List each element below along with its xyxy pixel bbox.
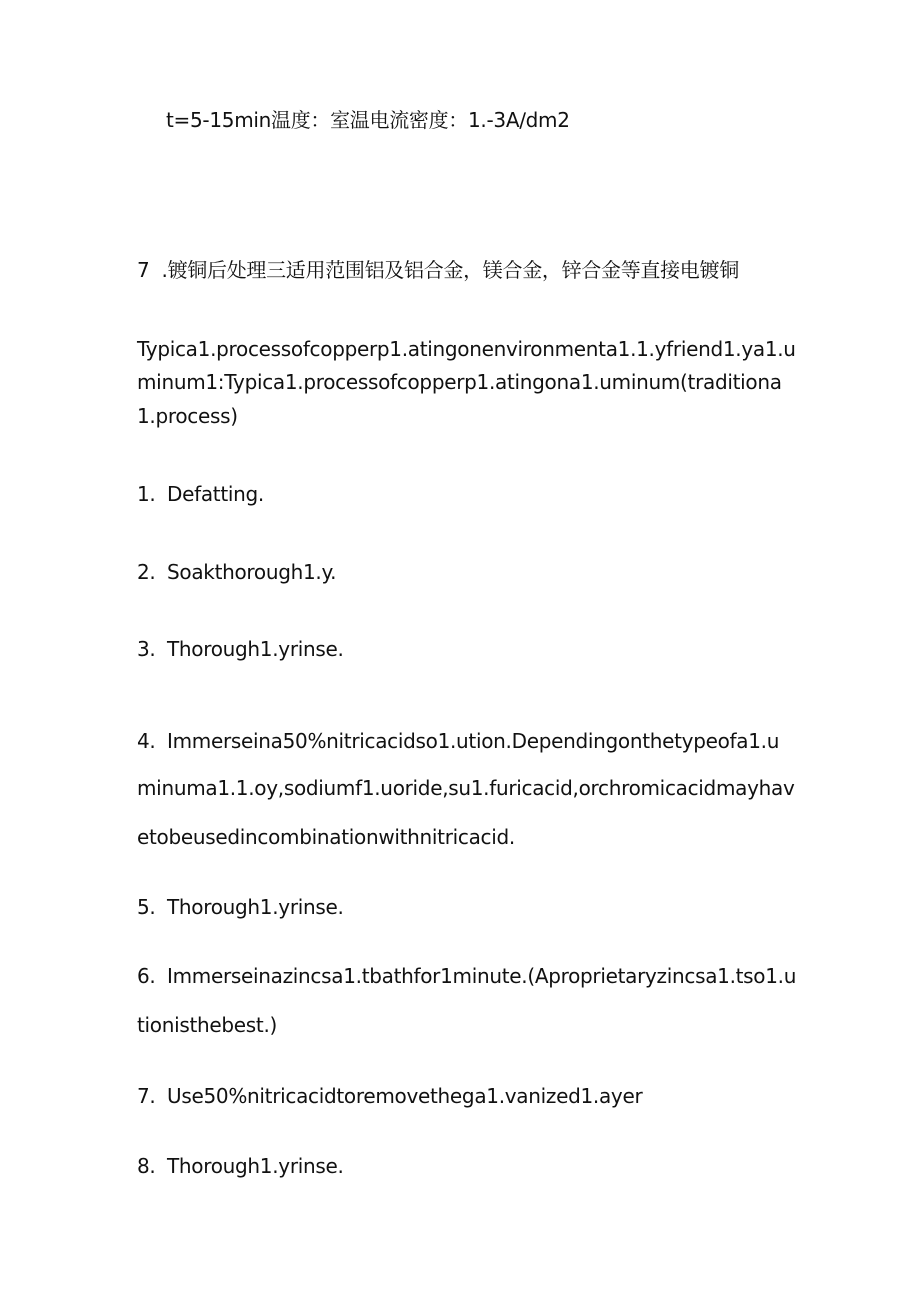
- list-item-text: Immerseinazincsa1.tbathfor1minute.(Aproprietaryzincsa1.tso1.u: [167, 964, 797, 988]
- intro-line: Typica1.processofcopperp1.atingonenvironmenta1.1.yfriend1.ya1.u: [137, 337, 796, 361]
- list-item: [137, 560, 336, 584]
- list-item-text: etobeusedincombinationwithnitricacid.: [137, 825, 515, 849]
- list-item-text: Thorough1.yrinse.: [167, 637, 344, 661]
- list-item-text: Immerseina50%nitricacidso1.ution.Dependingonthetypeofa1.u: [167, 729, 780, 753]
- list-item-number: 8.: [137, 1154, 156, 1178]
- list-item-text: Defatting.: [167, 482, 264, 506]
- list-item-text: Thorough1.yrinse.: [167, 895, 344, 919]
- list-item-number: 1.: [137, 482, 156, 506]
- list-item-text: Soakthorough1.y.: [167, 560, 337, 584]
- list-item-number: 6.: [137, 964, 156, 988]
- list-item: [137, 1084, 642, 1108]
- intro-line: 1.process): [137, 404, 238, 428]
- params-line: t=5-15min温度：室温电流密度：1.-3A∕dm2: [166, 108, 570, 132]
- list-item-number: 7.: [137, 1084, 156, 1108]
- intro-line: minum1:Typica1.processofcopperp1.atingona1.uminum(traditiona: [137, 370, 782, 394]
- list-item-number: 2.: [137, 560, 156, 584]
- list-item: [137, 637, 344, 661]
- list-item: [137, 482, 264, 506]
- section-heading: 7 .镀铜后处理三适用范围铝及铝合金，镁合金，锌合金等直接电镀铜: [137, 258, 739, 282]
- list-item-number: 5.: [137, 895, 156, 919]
- list-item: [137, 1154, 344, 1178]
- list-item-text: tionisthebest.): [137, 1013, 278, 1037]
- list-item: [137, 895, 344, 919]
- list-item-text: minuma1.1.oy,sodiumf1.uoride,su1.furicacid,orchromicacidmayhav: [137, 776, 795, 800]
- list-item-text: Thorough1.yrinse.: [167, 1154, 344, 1178]
- list-item-number: 3.: [137, 637, 156, 661]
- list-item-text: Use50%nitricacidtoremovethega1.vanized1.ayer: [167, 1084, 643, 1108]
- list-item-number: 4.: [137, 729, 156, 753]
